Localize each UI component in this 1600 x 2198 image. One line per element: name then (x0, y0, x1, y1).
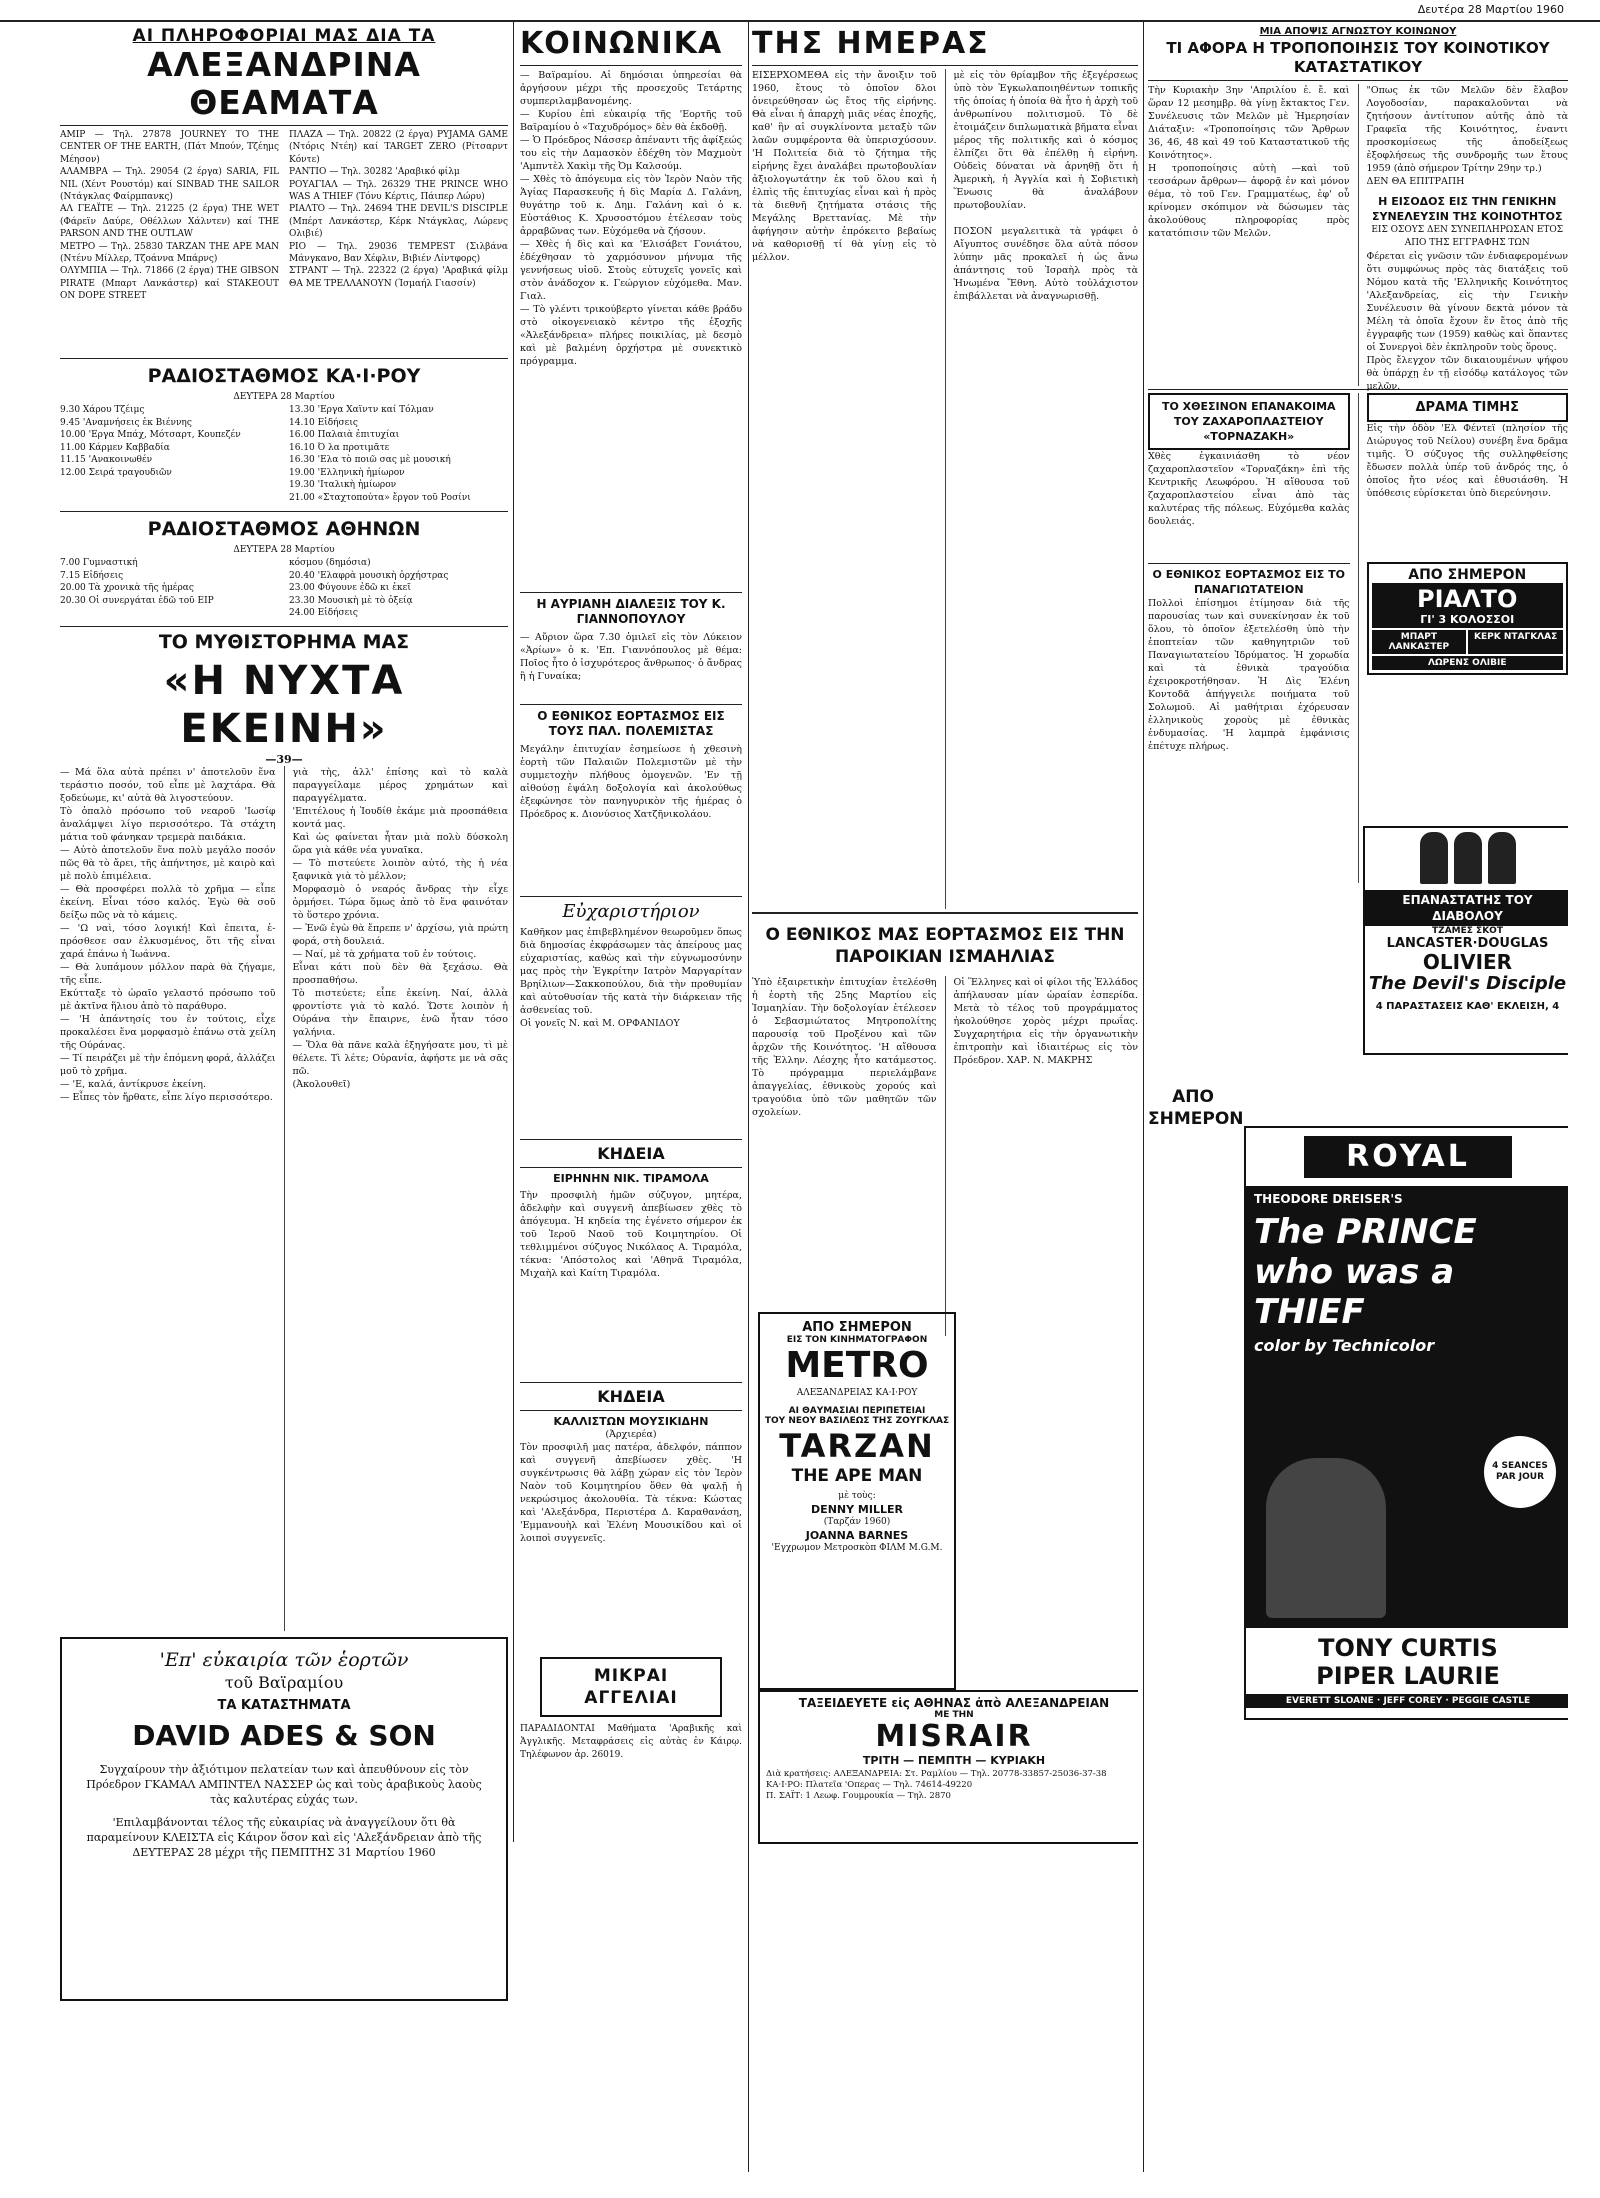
rialto-actor-3: ΛΩΡΕΝΣ ΟΛΙΒΙΕ (1372, 656, 1564, 670)
metro-line-2: ΤΟΥ ΝΕΟΥ ΒΑΣΙΛΕΩΣ ΤΗΣ ΖΟΥΓΚΛΑΣ (764, 1416, 950, 1426)
metro-actor-1b: (Ταρζάν 1960) (823, 1517, 891, 1527)
novel-text-a: — Μά ὅλα αὐτὰ πρέπει ν' ἀποτελοῦν ἕνα τεράστιο ποσόν, τοῦ εἶπε μὲ λαχτάρα. Θὰ ξοδεύωμε, κι' αὐτὰ θὰ λιγοστεύουν. Τὸ ὀπαλὸ πρόσωπο τοῦ νεαροῦ 'Ιωσίφ ἀναλάμψει λίγο περισσότερο. Τὰ στάχτη μάτια τοῦ φάνηκαν τρεμερὰ παιδάκια. — Αὐτὸ ἀποτελοῦν ἕνα πολὺ μεγάλο ποσόν πῶς θὰ τὸ ἄρει, τῆς ἀπήντησε, μὲ καιρὸ καὶ μὲ πολὺ ἐπιμέλεια. — Θὰ προσφέρει πολλὰ τὸ χρῆμα — εἶπε ἐκείνη. Εἶναι τόσο καλός. Ἐγὼ θὰ σοῦ δείξω πῶς νὰ τὸ κάμεις. — 'Ω ναὶ, τόσο λογική! Καὶ ἐπειτα, ἐ- πρόσθεσε σαν ἐλκυσμένος, ὅτι τῆς εἶναι χαρά ἐπάνω ἡ Ἰωάννα. — Θὰ λυπάμουν μόλλον παρὰ θὰ ζήγαμε, τῆς εἶπε. Εκύτταξε τὸ ὡραῖο γελαστό πρόσωπο τοῦ μὲ ἀκτῖνα ἥλιου ἀπὸ τὸ παράθυρο. — 'Η ἀπάντησίς του ἐν τούτοις, εἶχε προκαλέσει ἕνα μορφασμὸ ἐπάνω στὰ χείλη τῆς Ούράνας. — Τί πειράζει μὲ τὴν ἑπόμενη φορά, ἀλλάζει μοῦ τὸ χρῆμα. — 'Ε, καλά, ἀντίκρυσε ἐκείνη. — Εἶπες τὸν ἤρθατε, εἶπε λίγο περισσότερο. (60, 767, 276, 1103)
column-rule (1143, 22, 1144, 2172)
rialto-film-gr: ΕΠΑΝΑΣΤΑΤΗΣ ΤΟΥ ΔΙΑΒΟΛΟΥ (1365, 890, 1568, 926)
metro-actor-1: DENNY MILLER (811, 1503, 903, 1516)
statute-subline: ΕΙΣ ΟΣΟΥΣ ΔΕΝ ΣΥΝΕΠΛΗΡΩΣΑΝ ΕΤΟΣ ΑΠΟ ΤΗΣ ΕΓΓΡΑΦΗΣ ΤΩΝ (1371, 225, 1564, 248)
funeral-1-body: Τὴν προσφιλὴ ἡμῶν σύζυγον, μητέρα, ἀδελφὴν καὶ συγγενῆ ἀπεβίωσεν χθὲς τὸ ἀπόγευμα. Ἡ κηδεία της ἐγένετο σήμερον ἐκ τοῦ Ἱεροῦ Ναοῦ τοῦ Κοιμητηρίου. Οἱ τεθλιμμένοι σύζυγος Νικόλαος Α. Τιραμόλα, τέκνα: 'Απόστολος καὶ 'Αθηνᾶ Τιραμόλα, Μιχαὴλ καὶ Καίτη Τιραμόλα. (520, 1190, 742, 1279)
ad-company: DAVID ADES & SON (132, 1719, 436, 1752)
metro-ad (758, 1312, 956, 1690)
ismailia-body-2: Οἱ Ἕλληνες καὶ οἱ φίλοι τῆς Ἑλλάδος ἀπήλαυσαν μίαν ὡραίαν ἑσπερίδα. Μετὰ τὸ τέλος τοῦ προγράμματος ἠκολούθησε χορὸς μέχρι πρωΐας. Συγχαρητήρια εἰς τὴν ὀργανωτικὴν ἐπιτροπὴν καὶ ἰδιαιτέρως εἰς τὸν Πρόεδρον. ΧΑΡ. Ν. ΜΑΚΡΗΣ (953, 977, 1138, 1066)
misrair-ad (758, 1690, 1138, 1844)
metro-color: 'Εγχρωμον Μετροσκὸπ ΦΙΛΜ Μ.G.M. (771, 1543, 943, 1553)
ad-sub: τοῦ Βαϊραμίου (224, 1673, 344, 1692)
rialto-en-1: LANCASTER·DOUGLAS (1386, 936, 1549, 951)
misrair-days: ΤΡΙΤΗ — ΠΕΜΠΤΗ — ΚΥΡΙΑΚΗ (862, 1754, 1046, 1767)
tornazaki-box (1148, 393, 1350, 450)
david-ades-ad (60, 1637, 508, 2001)
masthead-strip (0, 0, 1600, 22)
panagiotateion-title: Ο ΕΘΝΙΚΟΣ ΕΟΡΤΑΣΜΟΣ ΕΙΣ ΤΟ ΠΑΝΑΓΙΩΤΑΤΕΙΟΝ (1152, 568, 1345, 596)
metro-top: ΑΠΟ ΣΗΜΕΡΟΝ (802, 1320, 912, 1335)
royal-top-label (1148, 1086, 1244, 1130)
lecture-body: — Αὔριον ὥρα 7.30 ὁμιλεῖ εἰς τὸν Λύκειον «Ἀρίων» ὁ κ. 'Επ. Γιαννόπουλος μὲ θέμα: Ποῖος ἦτο ὁ ἰσχυρότερος ἄνθρωπος· ὁ ἄνδρας ἢ ἡ Γυναίκα; (520, 632, 742, 682)
day-body-a: ΕΙΣΕΡΧΟΜΕΘΑ εἰς τὴν ἄνοιξιν τοῦ 1960, ἔτους τὸ ὁποῖον δλοι ὀνειρεύθησαν ὡς ἔτος τῆς εἰρήνης. Θὰ εἶναι ἡ ἀπαρχὴ μιᾶς νέας ἐποχῆς, καθ' ἣν αἱ συγκλίνοντα μεταξὺ τῶν λαῶν συμφέροντα θὰ ὑπερισχύσουν. 'Η Πολιτεία διὰ τὸ ζήτημα τῆς εἰρήνης ἔχει ἀναλάβει πρωτοβουλίαν ἀξιολογωτάτην ἐκ τοῦ ὅλου καὶ ἡ ἐλπὶς τῆς ἐπιτυχίας εἶναι καὶ ἡ πρὸς τὰ διεθνῆ ζητήματα στάσις τῆς Μεγάλης Βρεττανίας. Μὲ τὴν ἀφήγησιν αὐτὴν ἐπρόκειτο βεβαίως νὰ καθορισθῇ τί θὰ γίνῃ εἰς τὸ μέλλον. (752, 70, 937, 263)
metro-film: TARZAN (779, 1427, 935, 1465)
column-3 (752, 26, 1138, 2156)
ad-kicker: 'Επ' εὐκαιρία τῶν ἑορτῶν (159, 1649, 409, 1671)
column-2 (520, 26, 742, 2156)
drama-box (1367, 393, 1569, 422)
radio-athens-title: ΡΑΔΙΟΣΤΑΘΜΟΣ ΑΘΗΝΩΝ (147, 518, 421, 540)
day-heading: ΤΗΣ ΗΜΕΡΑΣ (752, 26, 990, 61)
misrair-top: ΤΑΞΕΙΔΕΥΕΤΕ εἰς ΑΘΗΝΑΣ ἀπὸ ΑΛΕΞΑΝΔΡΕΙΑΝ (798, 1696, 1110, 1710)
lecture-title: Η ΑΥΡΙΑΝΗ ΔΙΑΛΕΞΙΣ ΤΟΥ Κ. ΓΙΑΝΝΟΠΟΥΛΟΥ (536, 597, 726, 626)
funeral-1-name: ΕΙΡΗΝΗΝ ΝΙΚ. ΤΙΡΑΜΟΛΑ (553, 1172, 709, 1185)
rialto-actor-2: ΚΕΡΚ ΝΤΑΓΚΛΑΣ (1468, 630, 1563, 654)
thanks-title: Εὐχαριστήριον (562, 901, 700, 922)
cinema-list-right: ΠΛΑΖΑ — Τηλ. 20822 (2 έργα) PYJAMA GAME (Ντόρις Ντέη) καί TARGET ZERO (Ρίτσαρντ Κόντε) ΡΑΝΤΙΟ — Τηλ. 30282 'Αραβικό φίλμ ΡΟΥΑΓΙΑΛ — Τηλ. 26329 THE PRINCE WHO WAS A THIEF (Τόνυ Κέρτις, Πάιπερ Λώρυ) ΡΙΑΛΤΟ — Τηλ. 24694 THE DEVIL'S DISCIPLE (Μπέρτ Λανκάστερ, Κέρκ Ντάγκλας, Λώρενς Ολιβιέ) ΡΙΟ — Τηλ. 29036 TEMPEST (Σιλβάνα Μάνγκανο, Βαν Χέφλιν, Βιβιέν Λίντφορς) ΣΤΡΑΝΤ — Τηλ. 22322 (2 έργα) 'Αραβικά φίλμ ΘΑ ΜΕ ΤΡΕΛΛΑΝΟΥΝ (Ίσμαήλ Γιασσίν) (289, 130, 508, 289)
tornazaki-body: Χθὲς ἐγκαινιάσθη τὸ νέον ζαχαροπλαστεῖον «Τορναζάκη» ἐπὶ τῆς Κεντρικῆς Λεωφόρου. Ἡ αἴθουσα τοῦ ζαχαροπλαστείου εἶναι ἀπὸ τὰς καλυτέρας τῆς πόλεως. Εὐχόμεθα καλὰς δουλειάς. (1148, 451, 1350, 527)
royal-name: ROYAL (1346, 1139, 1470, 1174)
classified-body: ΠΑΡΑΔΙΔΟΝΤΑΙ Μαθήματα 'Αραβικῆς καὶ Ἀγγλικῆς. Μεταφράσεις εἰς αὐτὰς ἐν Κάιρῳ. Τηλέφωνον ἀρ. 26019. (520, 1724, 742, 1760)
statute-kicker: ΜΙΑ ΑΠΟΨΙΣ ΑΓΝΩΣΤΟΥ ΚΟΙΝΩΝΟΥ (1259, 26, 1457, 37)
metro-actor-2: JOANNA BARNES (805, 1529, 909, 1542)
royal-film: The PRINCE who was a THIEF (1254, 1212, 1477, 1332)
drama-body: Εἰς τὴν ὁδὸν 'Ελ Φέντεϊ (πλησίον τῆς Διώρυγος τοῦ Νείλου) συνέβη ἕνα δρᾶμα τιμῆς. Ὁ σύζυγος τῆς συλληφθείσης ἔδωσεν πολλὰ ὑπέρ τοῦ ἀνδρός της, ὁ ὁποῖος ἤτο νέος καὶ ἐθυσιάσθη. Ἡ ὑπόθεσις εὑρίσκεται ὑπὸ διερεύνησιν. (1366, 423, 1568, 499)
rialto-top: ΑΠΟ ΣΗΜΕΡΟΝ (1408, 567, 1527, 583)
radio-athens-right: κόσμου (δημόσια) 20.40 'Ελαφρὰ μουσικὴ ὀρχήστρας 23.00 Φύγουνε ἐδῶ κι ἐκεῖ 23.30 Μουσικὴ μὲ τὸ ὀξείᾳ 24.00 Εἰδήσεις (289, 558, 449, 618)
metro-with: μὲ τοὺς: (838, 1491, 876, 1501)
column-4 (1148, 26, 1568, 2156)
royal-actor-2: PIPER LAURIE (1316, 1662, 1500, 1690)
rialto-ad (1367, 562, 1569, 675)
radio-athens-left: 7.00 Γυμναστική 7.15 Εἰδήσεις 20.00 Τὰ χρονικὰ τῆς ἡμέρας 20.30 Οἱ συνεργάται ἐδῶ τοῦ ΕΙΡ (60, 558, 214, 606)
feast-title: Ο ΕΘΝΙΚΟΣ ΕΟΡΤΑΣΜΟΣ ΕΙΣ ΤΟΥΣ ΠΑΛ. ΠΟΛΕΜΙΣΤΑΣ (537, 709, 725, 738)
tornazaki-title: ΤΟ ΧΘΕΣΙΝΟΝ ΕΠΑΝΑΚΟΙΜΑ ΤΟΥ ΖΑΧΑΡΟΠΛΑΣΤΕΙΟΥ «ΤΟΡΝΑΖΑΚΗ» (1161, 400, 1336, 443)
theatre-heading: ΑΛΕΞΑΝΔΡΙΝΑ ΘΕΑΜΑΤΑ (147, 45, 421, 122)
metro-sub: ΕΙΣ ΤΟΝ ΚΙΝΗΜΑΤΟΓΡΑΦΟΝ (786, 1335, 928, 1345)
rialto-figures (1365, 828, 1568, 890)
royal-color: color by Technicolor (1254, 1336, 1435, 1355)
social-body: — Βαϊραμίου. Αἱ δημόσιαι ὑπηρεσίαι θὰ ἀργήσουν μέχρι τῆς προσεχοῦς Τετάρτης συμπεριλαμβανομένης. — Κυρίου ἐπὶ εὐκαιρίᾳ τῆς 'Εορτῆς τοῦ Βαϊραμίου ὁ «Ταχυδρόμος» δὲν θὰ ἐκδοθῇ. — Ὁ Πρόεδρος Νάσσερ ἀπέναντι τῆς ἀφίξεώς του εἰς τὴν Δαμασκὸν ἐδέχθη τὸν Μαχμοὺτ 'Αμπντὲλ Χακὶμ τῆς Ὀμ Καλσούμ. — Χθὲς τὸ ἀπόγευμα εἰς τὸν Ἱερὸν Ναὸν τῆς Ἁγίας Παρασκευῆς ἡ δὶς Μαρία Δ. Γαλάνη, θυγάτηρ τοῦ κ. Δημ. Γαλάνη καὶ ὁ κ. Εὐστάθιος Κ. Χρυσοστόμου ἐτέλεσαν τοὺς ἀρραβῶνας των. Εὐχόμεθα νὰ ζήσουν. — Χθὲς ἡ δὶς καὶ κα 'Ελισάβετ Γονιάτου, ἐδέχθησαν τὸ χαρμόσυνον μήνυμα τῆς γεννήσεως υἱοῦ. Στοὺς εὐτυχεῖς γονεῖς καὶ στὸν ἀνάδοχον κ. Γεώργιον εὐχόμεθα. Μαν. Γιαλ. — Τὸ γλέντι τρικούβερτο γίνεται κάθε βράδυ στὸ οἰκογενειακὸ κέντρο τῆς ἐξοχῆς «Ἀλεξάνδρεια» πλήρες ποικιλίας, μὲ δεσμὸ καὶ μὲ βαλμένη ὀρχήστρα μὲ συνεκτικὸ πρόγραμμα. (520, 70, 742, 367)
novel-episode: —39— (265, 753, 303, 766)
funeral-2-role: (Ἀρχιερέα) (605, 1429, 657, 1440)
novel-title: «Η ΝΥΧΤΑ ΕΚΕΙΝΗ» (163, 658, 405, 752)
classified-title: ΜΙΚΡΑΙ ΑΓΓΕΛΙΑΙ (584, 1666, 678, 1708)
ad-shops: ΤΑ ΚΑΤΑΣΤΗΜΑΤΑ (217, 1698, 351, 1713)
misrair-with: ΜΕ ΤΗΝ (934, 1710, 974, 1720)
metro-film-2: THE APE MAN (791, 1466, 923, 1486)
thanks-body: Καθῆκον μας ἐπιβεβλημένον θεωροῦμεν ὅπως διὰ δημοσίας ἐκφράσωμεν τὰς ἀπείρους μας εὐχαριστίας, καθὼς καὶ τὴν εὐγνωμοσύνην μας πρὸς τὴν Ἐγκρίτην Ιατρὸν Μαργαρίταν Βρηίλιων—Σακκοπούλου, διὰ τὴν προθυμίαν καὶ αὐτοθυσίαν τῆς κατὰ τὴν διάρκειαν τῆς ἀσθενείας τοῦ. Οἱ γονεῖς Ν. καὶ Μ. ΟΡΦΑΝΙΔΟΥ (520, 927, 742, 1029)
panagiotateion-body: Πολλοὶ ἐπίσημοι ἐτίμησαν διὰ τῆς παρουσίας των καὶ συνεκίνησαν ἐκ τοῦ ὅλου, τὸ ὁποῖον ἐξετελέσθη ὑπὸ τὴν ἐποπτείαν τῶν καθηγητριῶν τοῦ Παναγιωτατείου Ἰδρύματος. Ἡ χορωδία καὶ τὰ ἐθνικὰ τραγούδια ἐχειροκροτήθησαν. Ἡ Δὶς Ἑλένη Κοντοδᾶ ἀπήγγειλε ποιήματα τοῦ Σολωμοῦ. Αἱ μαθήτριαι ἐχόρευσαν ἑλληνικοὺς χοροὺς μὲ ἐθνικὰς ἐνδυμασίας. 'Η λαμπρὰ ἐμφάνισις ἐπέτυχε πλήρως. (1148, 598, 1350, 752)
rialto-name: ΡΙΑΛΤΟ (1417, 585, 1518, 613)
metro-line-1: ΑΙ ΘΑΥΜΑΣΙΑΙ ΠΕΡΙΠΕΤΕΙΑΙ (788, 1406, 926, 1416)
column-rule (513, 22, 514, 1842)
royal-top: ΑΠΟ ΣΗΜΕΡΟΝ (1148, 1087, 1244, 1129)
radio-cairo-title: ΡΑΔΙΟΣΤΑΘΜΟΣ ΚΑ·Ι·ΡΟΥ (147, 365, 421, 387)
rialto-ad-lower (1363, 826, 1568, 1055)
social-heading: ΚΟΙΝΩΝΙΚΑ (520, 26, 723, 61)
feast-body: Μεγάλην ἐπιτυχίαν ἐσημείωσε ἡ χθεσινὴ ἑορτὴ τῶν Παλαιῶν Πολεμιστῶν μὲ τὴν συμμετοχὴν πλήθους ὁμογενῶν. 'Εν τῇ αἰθούσῃ ἐψάλη δοξολογία καὶ ἀκολούθως ἐξεφώνησε τὸν πανηγυρικὸν τῆς ἡμέρας ὁ Πρόεδρος κ. Διονύσιος Χατζῆνικολάου. (520, 744, 742, 820)
statute-heading: ΤΙ ΑΦΟΡΑ Η ΤΡΟΠΟΠΟΙΗΣΙΣ ΤΟΥ ΚΟΙΝΟΤΙΚΟΥ ΚΑΤΑΣΤΑΤΙΚΟΥ (1166, 39, 1550, 76)
metro-name: METRO (785, 1345, 929, 1386)
cinema-list-left: ΑΜΙΡ — Τηλ. 27878 JOURNEY TO THE CENTER OF THE EARTH, (Πάτ Μπούν, Τζέημς Μέησον) ΑΛΑΜΒΡΑ — Τηλ. 29054 (2 έργα) SARIA, FIL NIL (Χέντ Ρουστόμ) καί SINBAD THE SAILOR (Ντάγκλας Φαίρμπανκς) ΑΛ ΓΕΑΪΤΕ — Τηλ. 21225 (2 έργα) THE WET (Φάρεϊν Δαύρε, Οθέλλων Χάλντεν) καί THE PARSON AND THE OUTLAW ΜΕΤΡΟ — Τηλ. 25830 TARZAN THE APE MAN (Ντένυ Μίλλερ, Τζοάννα Μπάρνς) ΟΛΥΜΠΙΑ — Τηλ. 71866 (2 έργα) THE GIBSON PIRATE (Μπαρτ Λανκάστερ) καί STAKEOUT ON DOPE STREET (60, 130, 279, 302)
radio-cairo-day: ΔΕΥΤΕΡΑ 28 Μαρτίου (233, 392, 335, 402)
statute-body-b: "Οπως ἐκ τῶν Μελῶν δὲν ἔλαβον Λογοδοσίαν, παρακαλοῦνται νὰ ζητήσουν ἀντίτυπον αὐτῆς ἀπὸ τὰ Γραφεῖα τῆς Κοινότητος, ἐναντι προσκομίσεως τῆς ἀποδείξεως ἐξοφλήσεως τῆς συνδρομῆς των ἔτους 1959 (ἀπὸ σήμερον Τρίτην 29ην τρ.) ΔΕΝ ΘΑ ΕΠΙΤΡΑΠΗ (1366, 85, 1568, 187)
radio-athens-day: ΔΕΥΤΕΡΑ 28 Μαρτίου (233, 545, 335, 555)
rialto-shows: 4 ΠΑΡΑΣΤΑΣΕΙΣ ΚΑΘ' ΕΚΛΕΙΣΗ, 4 (1375, 1001, 1560, 1012)
royal-badge-text: 4 SEANCES PAR JOUR (1492, 1461, 1548, 1482)
statute-subheading: Η ΕΙΣΟΔΟΣ ΕΙΣ ΤΗΝ ΓΕΝΙΚΗΝ ΣΥΝΕΛΕΥΣΙΝ ΤΗΣ ΚΟΙΝΟΤΗΤΟΣ (1372, 195, 1563, 223)
column-1 (60, 26, 508, 2156)
statute-body-c: Φέρεται εἰς γνῶσιν τῶν ἐνδιαφερομένων ὅτι συμφώνως πρὸς τὰς διατάξεις τοῦ Νόμου κατὰ τῆς 'Ελληνικῆς Κοινότητος 'Αλεξανδρείας, εἰς τὴν Γενικὴν Συνέλευσιν θὰ γίνουν δεκτὰ μόνον τὰ Μέλη τὰ ὁποῖα ἔχουν ἕν ἔτος ἀπὸ τῆς ἐγγραφῆς των (1959) καθὼς καὶ ὅπαντες οἱ Συνεργοὶ δὲν ἐκπληροῦν τοὺς ὅρους. Πρὸς ἔλεγχον τῶν δικαιουμένων ψήφου θὰ ὑπάρχῃ ἐν τῇ εἰσόδῳ κατάλογος τῶν μελῶν. (1366, 251, 1568, 392)
metro-city: ΑΛΕΞΑΝΔΡΕΙΑΣ ΚΑ·Ι·ΡΟΥ (796, 1388, 918, 1398)
novel-kicker: ΤΟ ΜΥΘΙΣΤΟΡΗΜΑ ΜΑΣ (158, 631, 410, 653)
royal-ad (1244, 1126, 1568, 1720)
ad-body-2: 'Επιλαμβάνονται τέλος τῆς εὐκαιρίας νὰ ἀναγγείλουν ὅτι θὰ παραμείνουν ΚΛΕΙΣΤΑ εἰς Κάιρον ὅσον καὶ εἰς 'Αλεξάνδρειαν ἀπὸ τῆς ΔΕΥΤΕΡΑΣ 28 μέχρι τῆς ΠΕΜΠΤΗΣ 31 Μαρτίου 1960 (86, 1816, 482, 1859)
radio-cairo-left: 9.30 Χάρου Τζέιμς 9.45 'Αναμνήσεις ἐκ Βιέννης 10.00 'Εργα Μπάχ, Μότσαρτ, Κουπεζέν 11.00 Κάρμεν Καββαδία 11.15 'Ανακοινωθέν 12.00 Σειρά τραγουδιῶν (60, 405, 241, 478)
drama-title: ΔΡΑΜΑ ΤΙΜΗΣ (1415, 400, 1520, 415)
ismailia-title: Ο ΕΘΝΙΚΟΣ ΜΑΣ ΕΟΡΤΑΣΜΟΣ ΕΙΣ ΤΗΝ ΠΑΡΟΙΚΙΑΝ ΙΣΜΑΗΛΙΑΣ (765, 925, 1125, 967)
rialto-sub: ΓΙ' 3 ΚΟΛΟΣΣΟΙ (1420, 613, 1515, 626)
ad-body: Συγχαίρουν τὴν ἀξιότιμον πελατείαν των καὶ ἀπευθύνουν εἰς τὸν Πρόεδρον ΓΚΑΜΑΛ ΑΜΠΝΤΕΛ ΝΑΣΣΕΡ ὡς καὶ τοὺς ἀραβικοὺς λαοὺς τὰς καλυτέρας εὐχάς των. (86, 1763, 482, 1806)
royal-poster (1246, 1186, 1568, 1628)
classified-box (540, 1657, 722, 1717)
royal-figure (1266, 1458, 1386, 1618)
funeral-2-title: ΚΗΔΕΙΑ (597, 1387, 665, 1406)
royal-dreiser: THEODORE DREISER'S (1254, 1192, 1403, 1206)
rialto-en-2: OLIVIER (1422, 950, 1513, 974)
funeral-1-title: ΚΗΔΕΙΑ (597, 1144, 665, 1163)
theatre-kicker: ΑΙ ΠΛΗΡΟΦΟΡΙΑΙ ΜΑΣ ΔΙΑ ΤΑ (132, 26, 436, 46)
funeral-2-name: ΚΑΛΛΙΣΤΩΝ ΜΟΥΣΙΚΙΔΗΝ (553, 1415, 709, 1428)
rialto-film-en: The Devil's Disciple (1368, 973, 1567, 994)
royal-cast: EVERETT SLOANE · JEFF COREY · PEGGIE CASTLE (1246, 1694, 1568, 1708)
rialto-actor-1: ΜΠΑΡΤ ΛΑΝΚΑΣΤΕΡ (1372, 630, 1467, 654)
masthead-date: Δευτέρα 28 Μαρτίου 1960 (1417, 3, 1564, 16)
radio-cairo-right: 13.30 'Εργα Χαϊντν καί Τόλμαν 14.10 Εἰδήσεις 16.00 Παλαιὰ ἐπιτυχίαι 16.10 Ό λα προτιμᾶτε 16.30 'Ελα τὸ ποιῶ σας μὲ μουσική 19.00 'Ελληνικὴ ἡμίωρον 19.30 'Ιταλικὴ ἡμίωρον 21.00 «Σταχτοπούτα» ἔργον τοῦ Ροσίνι (289, 405, 471, 503)
rialto-credit: ΤΖΑΜΕΣ ΣΚΟΤ (1432, 926, 1503, 936)
royal-actor-1: TONY CURTIS (1318, 1634, 1498, 1662)
misrair-name: MISRAIR (875, 1719, 1033, 1754)
statute-body-a: Τὴν Κυριακὴν 3ην 'Απριλίου ἐ. ἔ. καὶ ὥραν 12 μεσημβρ. θὰ γίνῃ ἔκτακτος Γεν. Συνέλευσις τῶν Μελῶν μὲ Ἡμερησίαν Διάταξιν: «Τροποποίησις τῶν Ἄρθρων 36, 46, 48 καὶ 49 τοῦ Καταστατικοῦ τῆς Κοινότητος». Η τροποποίησις αὐτὴ —καὶ τοῦ τεσσάρων ἄρθρων— ἀφορᾷ ἐν καὶ μόνον θέμα, τὸ τοῦ Γεν. Γραμματέως, ἐφ' οὗ κρίνομεν σκόπιμον νὰ δώσωμεν τὰς ἀκολούθους πληροφορίας πρὸς κατατόπισιν τῶν Μελῶν. (1148, 85, 1350, 239)
novel-text-b: γιὰ τὴς, ἀλλ' ἐπίσης καὶ τὸ καλὰ παραγγείλαμε μέρος χρημάτων καὶ παραγγέλματα. 'Επιτέλους ἡ Ἰουδίθ ἐκάμε μιὰ προσπάθεια κοντά μας. Καὶ ὡς φαίνεται ἦταν μιὰ πολὺ δύσκολη ὥρα γιὰ κάθε νέα γυναῖκα. — Τὸ πιστεύετε λοιπὸν αὐτό, τὴς ἡ νέα ξαφνικὰ γιὰ τὸ μέλλον; Μορφασμὸ ὁ νεαρός ἄνδρας τὴν εἶχε ὁρμήσει. Τώρα ὅμως ἀπὸ τὸ ἕνα φαινόταν τὸ ὕστερο χρόνια. — Ἐνῶ ἐγὼ θὰ ἔπρεπε ν' ἀρχίσω, γιὰ πρώτη φορά, στὴ δουλειά. — Ναί, μὲ τὰ χρήματα τοῦ ἐν τούτοις. Εἶναι κάτι ποὺ δὲν θὰ ξεχάσω. Θὰ προσπαθήσω. Τὸ πιστεύετε; εἶπε ἐκείνη. Ναί, ἀλλὰ φροντίστε γιὰ τὸ καλό. Ὥστε λοιπὸν ἡ Ούράνα τὴν ἔπαιρνε, ἐνῶ ἦταν τόσο γαλήνια. — Ὅλα θὰ πᾶνε καλὰ ἐξηγήσατε μου, τὶ μὲ θέλετε. Τὶ λέτε; Οὐρανία, ἀφήστε με νὰ σᾶς πῶ. (Ἀκολουθεῖ) (292, 767, 508, 1090)
misrair-info: Διὰ κρατήσεις: ΑΛΕΞΑΝΔΡΕΙΑ: Στ. Ραμλίου — Τηλ. 20778-33857-25036-37-38 ΚΑ·Ι·ΡΟ: Πλατεῖα 'Οπερας — Τηλ. 74614-49220 Π. ΣΑΪΤ: 1 Λεωφ. Γουμρουκία — Τηλ. 2870 (766, 1769, 1107, 1801)
column-rule (748, 22, 749, 2172)
day-body-b: μὲ εἰς τὸν θρίαμβον τῆς ἐξεγέρσεως ὑπὸ τὸν Ἐγκωλαποιηθέντων τοπικῆς τῆς ὁποίας ἡ ὁποία θὰ ἦτο ἡ ἀρχὴ τοῦ ἀνθρωπίνου πολιτισμοῦ. Τὸ δὲ ἐτοιμάζειν διπλωματικὰ βῆματα εἶναι μέρος τῆς πολιτικῆς καὶ ὁ κόσμος ἐλπίζει ὅτι θὰ ἐπέλθῃ ἡ εἰρήνη. Οὐδεὶς δύναται νὰ ἀρνηθῇ ὅτι ἡ Ἀμερικὴ, ἡ Ἀγγλία καὶ ἡ Σοβιετικὴ Ἕνωσις θὰ ἀναλάβουν πρωτοβουλίαν. ΠΟΣΟΝ μεγαλειτικὰ τὰ γράφει ὁ Αἴγυπτος συνέδησε ὅλα αὐτὰ πόσον λύπην μᾶς προκαλεῖ ἡ ὡς ἄνω ἀπάντησις τοῦ Ἰσραὴλ πρὸς τὰ Ἡνωμένα Ἔθνη. Αὐτὸ τοὐλάχιστον ἐπιβάλλεται νὰ ἀναγνωρισθῇ. (953, 70, 1138, 302)
ismailia-body: Ὑπὸ ἐξαιρετικὴν ἐπιτυχίαν ἐτελέσθη ἡ ἑορτὴ τῆς 25ης Μαρτίου εἰς Ἰσμαηλίαν. Τὴν δοξολογίαν ἐτέλεσεν ὁ Σεβασμιώτατος Μητροπολίτης παρουσίᾳ τοῦ Προξένου καὶ τῶν ἀρχῶν τῆς Κοινότητος. 'Η αἴθουσα τῆς Ἑλλην. Λέσχης ἦτο κατάμεστος. Τὸ πρόγραμμα περιελάμβανε ἀπαγγελίας, ἐθνικοὺς χορούς καὶ τραγούδια ὑπὸ τῶν μαθητῶν τῶν σχολείων. (752, 977, 937, 1118)
royal-badge (1484, 1436, 1556, 1508)
funeral-2-body: Τὸν προσφιλῆ μας πατέρα, ἀδελφόν, πάππον καὶ συγγενῆ ἀπεβίωσεν χθὲς. 'Η συγκέντρωσις θὰ λάβῃ χώραν εἰς τὸν Ἱερὸν Ναὸν τοῦ Κοιμητηρίου ὅθεν θὰ ψαλῇ ἡ νεκρώσιμος ἀκολουθία. Τὰ τέκνα: Κώστας καὶ 'Αλεξάνδρα, Περιστέρα Δ. Καραθανάση, 'Εμμανουὴλ καὶ Ἑλένη Μουσικίδου καὶ οἱ λοιποὶ συγγενεῖς. (520, 1442, 742, 1544)
